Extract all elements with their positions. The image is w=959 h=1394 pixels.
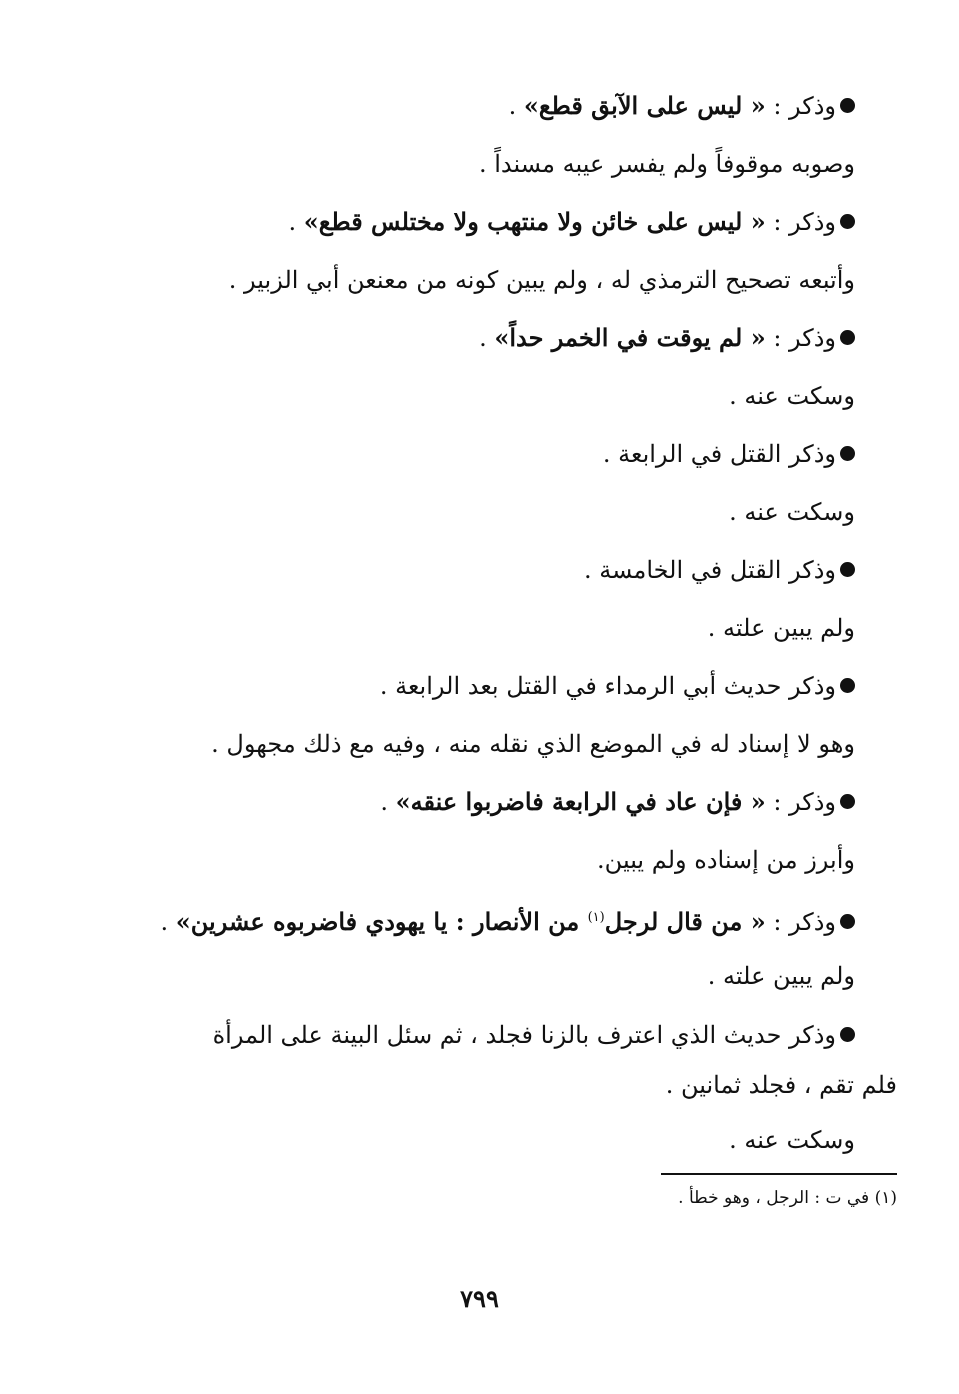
entry-comment: وهو لا إسناد له في الموضع الذي نقله منه ، وفيه مع ذلك مجهول . [211, 730, 855, 758]
entry-bullet [584, 550, 855, 590]
bullet-icon [840, 914, 855, 929]
entry-bullet [479, 318, 855, 358]
entry-text: وذكر القتل في الخامسة . [583, 556, 836, 584]
entry-bullet [161, 898, 856, 942]
entry-bullet [288, 202, 855, 242]
entry-lead: وذكر : [765, 208, 836, 236]
bullet-icon [840, 214, 855, 229]
bullet-icon [840, 1027, 855, 1042]
bullet-icon [840, 678, 855, 693]
entry-tail: . [508, 92, 524, 120]
entry-text: وذكر حديث الذي اعترف بالزنا فجلد ، ثم سئل البينة على المرأة فلم تقم ، فجلد ثمانين . [212, 1021, 897, 1099]
entry-bullet [192, 1010, 897, 1110]
bullet-icon [840, 562, 855, 577]
bullet-icon [840, 446, 855, 461]
hadith-quote: « فإن عاد في الرابعة فاضربوا عنقه» [395, 787, 766, 816]
entry-lead: وذكر : [765, 788, 836, 816]
hadith-quote: « ليس على خائن ولا منتهب ولا مختلس قطع» [303, 207, 766, 236]
hadith-quote: « ليس على الآبق قطع» [523, 91, 766, 120]
bullet-icon [840, 98, 855, 113]
entry-comment: وسكت عنه . [729, 382, 855, 410]
footnote: (١) في ت : الرجل ، وهو خطأ . [678, 1188, 897, 1208]
entry-bullet [603, 434, 855, 474]
entry-lead: وذكر : [765, 92, 836, 120]
bullet-icon [840, 794, 855, 809]
entry-lead: وذكر : [765, 324, 836, 352]
bullet-icon [840, 330, 855, 345]
entry-bullet [380, 782, 855, 822]
entry-comment: ولم يبين علته . [707, 962, 855, 990]
entry-comment: ولم يبين علته . [707, 614, 855, 642]
entry-tail: . [380, 788, 396, 816]
footnote-marker: (١) [587, 910, 605, 925]
entry-tail: . [479, 324, 495, 352]
hadith-quote: « من قال لرجل [604, 907, 766, 936]
entry-lead: وذكر : [765, 908, 836, 936]
entry-text: وذكر القتل في الرابعة . [602, 440, 836, 468]
page-number: ٧٩٩ [460, 1284, 499, 1313]
hadith-quote: من الأنصار : يا يهودي فاضربوه عشرين» [175, 907, 588, 936]
entry-comment: وأبرز من إسناده ولم يبين. [597, 846, 855, 874]
entry-tail: . [160, 908, 176, 936]
entry-bullet [509, 86, 855, 126]
entry-comment: وصوبه موقوفاً ولم يفسر عيبه مسنداً . [478, 150, 855, 178]
entry-comment: وسكت عنه . [729, 498, 855, 526]
footnote-divider [661, 1173, 897, 1175]
entry-tail: . [288, 208, 304, 236]
entry-bullet [380, 666, 855, 706]
hadith-quote: « لم يوقت في الخمر حداً» [494, 323, 766, 352]
entry-comment: وأتبعه تصحيح الترمذي له ، ولم يبين كونه من معنعن أبي الزبير . [228, 266, 855, 294]
entry-comment: وسكت عنه . [729, 1126, 855, 1154]
entry-text: وذكر حديث أبي الرمداء في القتل بعد الرابعة . [379, 672, 836, 700]
